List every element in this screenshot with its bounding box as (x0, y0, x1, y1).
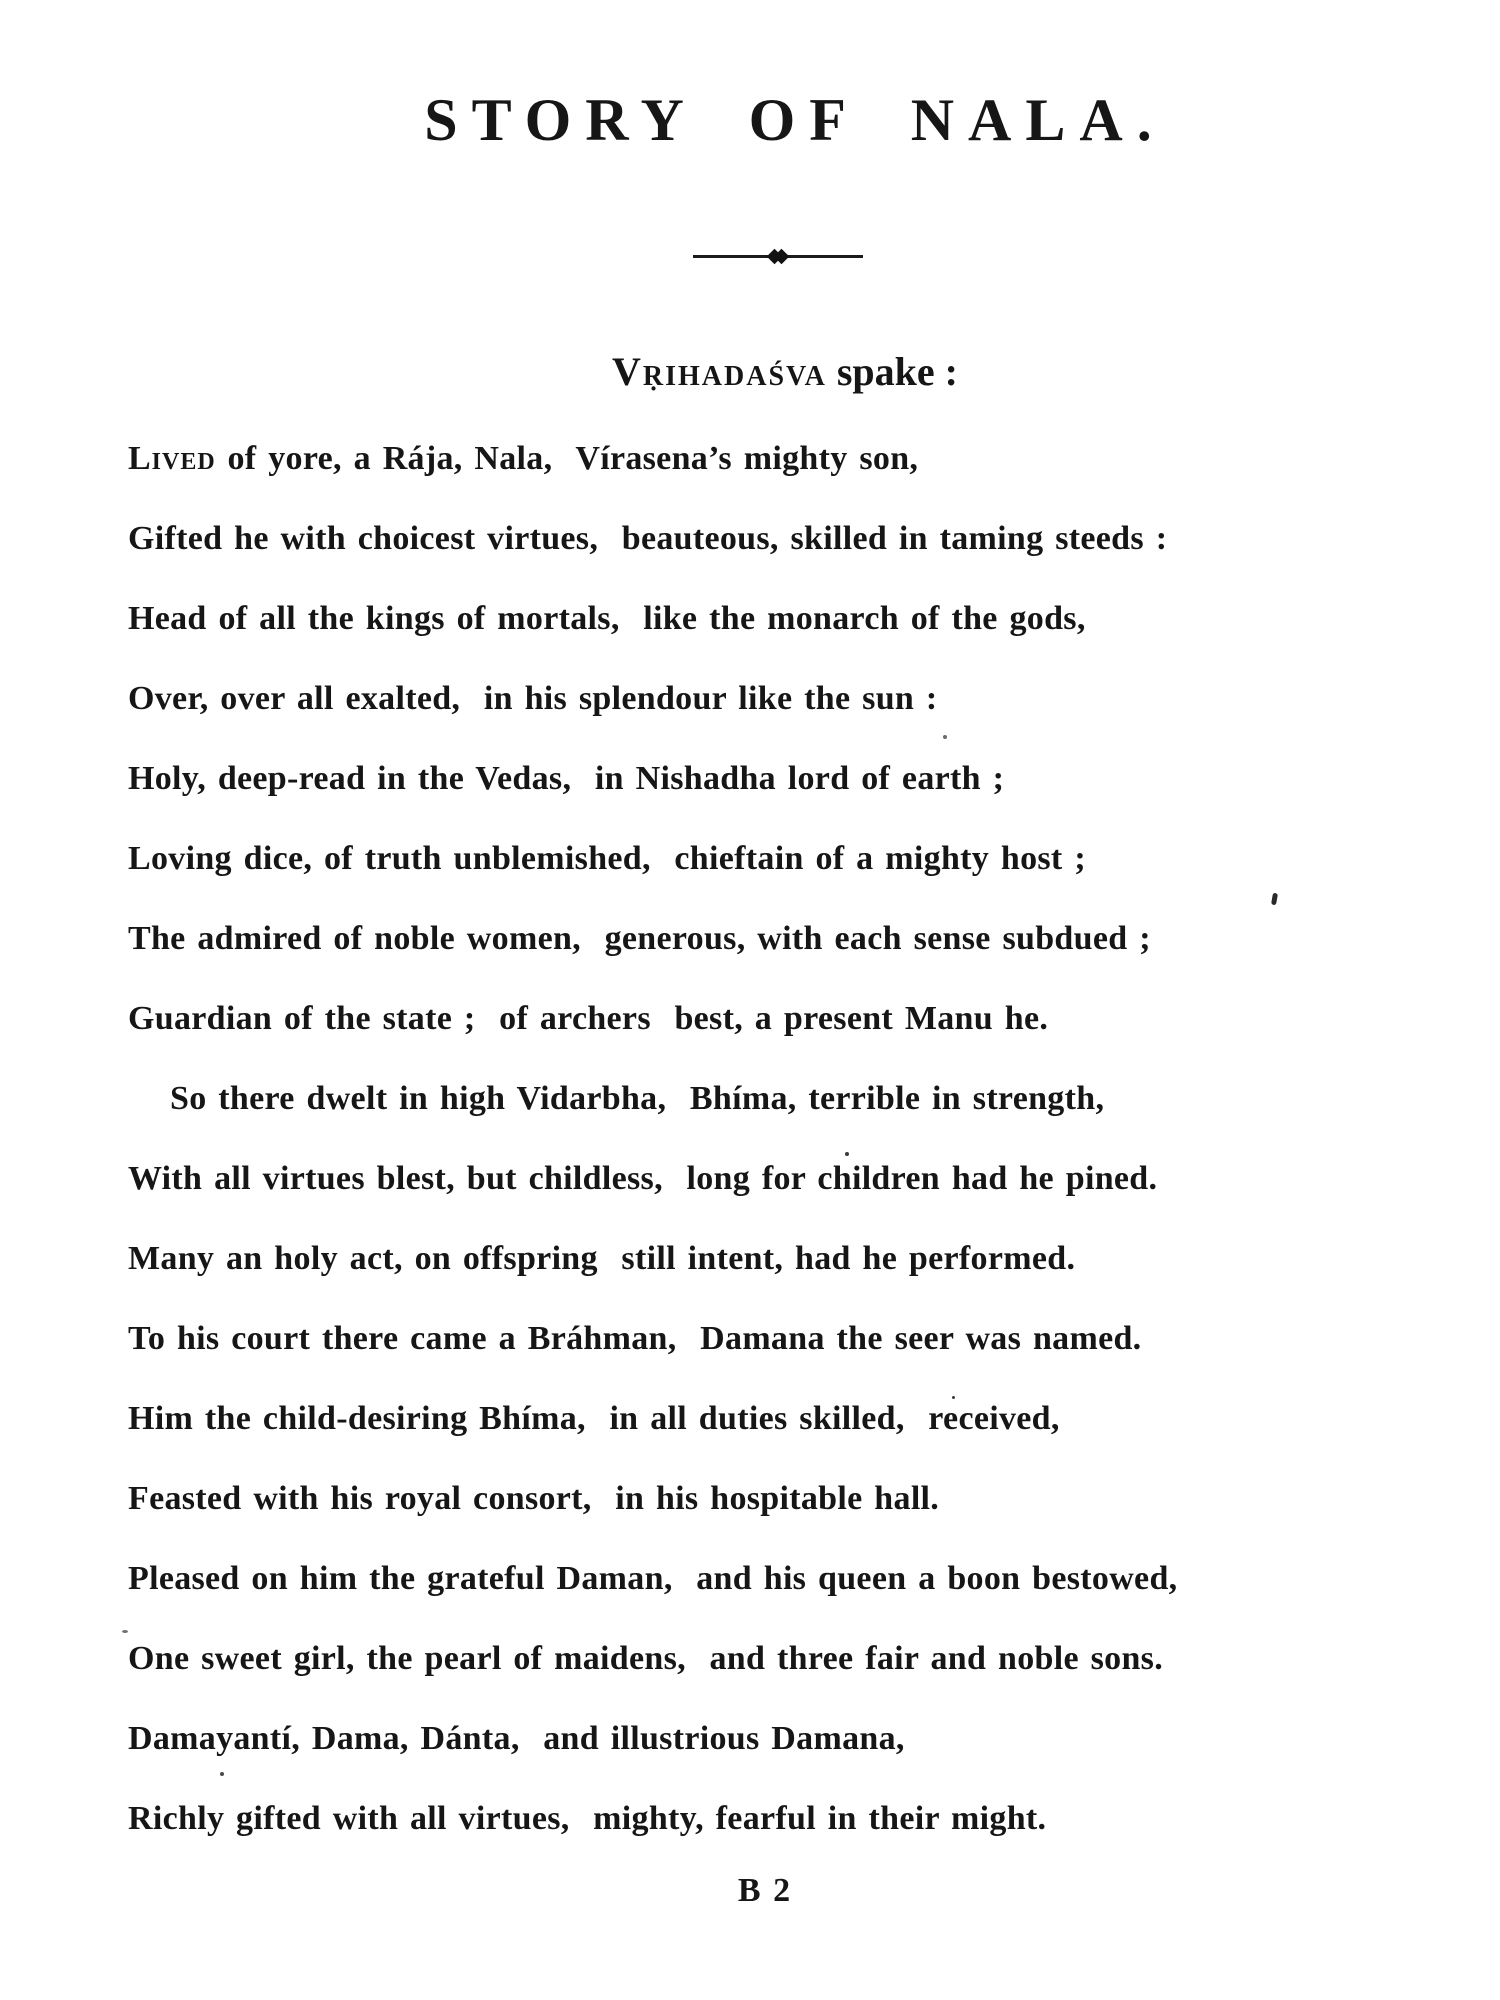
divider-rule-left (693, 255, 771, 258)
poem-line: Lived of yore, a Rája, Nala, Vírasena’s mighty son, (128, 440, 919, 477)
scan-speck (845, 1152, 849, 1156)
signature-mark: B 2 (737, 1872, 793, 1909)
divider-ornament (28, 250, 1500, 262)
scan-speck (943, 735, 947, 739)
poem-line: To his court there came a Bráhman, Damana the seer was named. (128, 1320, 1142, 1357)
scan-speck (122, 1630, 128, 1633)
poem-line: Guardian of the state ; of archers best, a present Manu he. (128, 1000, 1049, 1037)
poem-line: One sweet girl, the pearl of maidens, and three fair and noble sons. (128, 1640, 1164, 1677)
poem-line: Pleased on him the grateful Daman, and his queen a boon bestowed, (128, 1560, 1178, 1597)
speaker-rest: spake : (826, 349, 958, 394)
poem-line: Over, over all exalted, in his splendour like the sun : (128, 680, 938, 717)
speaker-name: Vṛihadaśva (612, 349, 827, 394)
poem-line: Gifted he with choicest virtues, beauteous, skilled in taming steeds : (128, 520, 1168, 557)
poem-line: The admired of noble women, generous, with each sense subdued ; (128, 920, 1151, 957)
poem-line: Feasted with his royal consort, in his hospitable hall. (128, 1480, 940, 1517)
poem-line: Richly gifted with all virtues, mighty, fearful in their might. (128, 1800, 1047, 1837)
poem-line: Loving dice, of truth unblemished, chieftain of a mighty host ; (128, 840, 1086, 877)
divider-rule-right (785, 255, 863, 258)
poem-line: Him the child-desiring Bhíma, in all duties skilled, received, (128, 1400, 1060, 1437)
poem-line: Damayantí, Dama, Dánta, and illustrious Damana, (128, 1720, 905, 1757)
poem-line: Holy, deep-read in the Vedas, in Nishadha lord of earth ; (128, 760, 1005, 797)
poem-line: Many an holy act, on offspring still intent, had he performed. (128, 1240, 1076, 1277)
page-title: STORY OF NALA. (424, 87, 1166, 153)
speaker-line (35, 348, 1500, 396)
poem-line: With all virtues blest, but childless, long for children had he pined. (128, 1160, 1158, 1197)
poem-line: So there dwelt in high Vidarbha, Bhíma, terrible in strength, (170, 1080, 1105, 1117)
scan-speck (220, 1772, 224, 1776)
poem-line: Head of all the kings of mortals, like the monarch of the gods, (128, 600, 1086, 637)
poem (0, 419, 1500, 1859)
scan-speck (952, 1396, 955, 1399)
